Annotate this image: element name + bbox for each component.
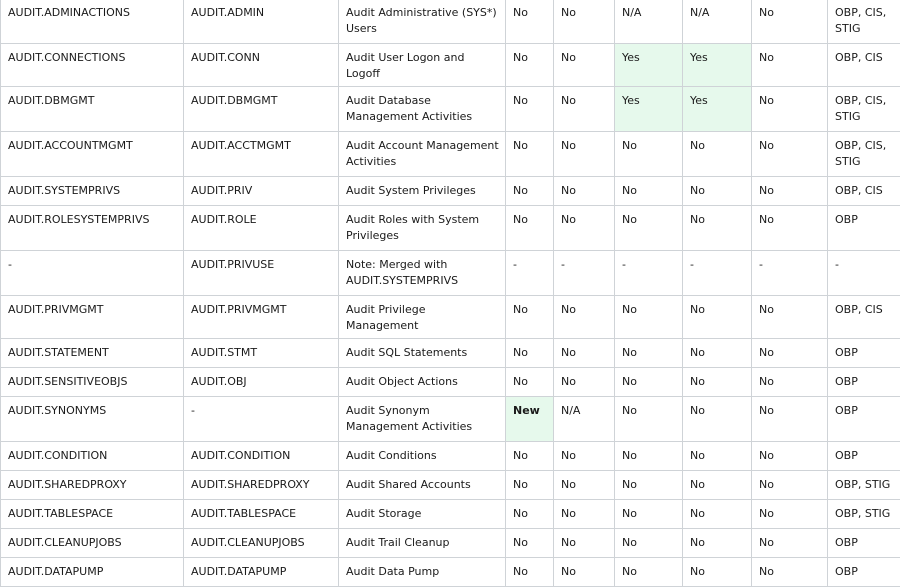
col6-cell: No	[615, 500, 683, 529]
new-policy-cell: AUDIT.SENSITIVEOBJS	[1, 368, 184, 397]
new-policy-cell: AUDIT.DBMGMT	[1, 87, 184, 132]
new-policy-cell: AUDIT.SHAREDPROXY	[1, 471, 184, 500]
col4-cell: No	[506, 339, 554, 368]
col8-cell: No	[752, 87, 828, 132]
description-cell: Note: Merged with AUDIT.SYSTEMPRIVS	[339, 251, 506, 296]
description-cell: Audit SQL Statements	[339, 339, 506, 368]
col6-cell: No	[615, 296, 683, 339]
old-policy-cell: AUDIT.CONN	[184, 44, 339, 87]
new-policy-cell: AUDIT.PRIVMGMT	[1, 296, 184, 339]
table-row	[1, 339, 900, 368]
standards-cell: OBP, STIG	[828, 471, 900, 500]
new-policy-cell: AUDIT.SYSTEMPRIVS	[1, 177, 184, 206]
standards-cell: OBP, CIS	[828, 44, 900, 87]
col4-cell: No	[506, 296, 554, 339]
col7-cell: No	[683, 339, 752, 368]
standards-cell: OBP, CIS	[828, 296, 900, 339]
col5-cell: No	[554, 368, 615, 397]
description-cell: Audit Data Pump	[339, 558, 506, 587]
col7-cell: No	[683, 368, 752, 397]
table-row	[1, 442, 900, 471]
new-policy-cell: AUDIT.TABLESPACE	[1, 500, 184, 529]
old-policy-cell: AUDIT.PRIVUSE	[184, 251, 339, 296]
new-policy-cell: AUDIT.DATAPUMP	[1, 558, 184, 587]
col4-cell: No	[506, 132, 554, 177]
col6-cell: No	[615, 339, 683, 368]
col8-cell: No	[752, 177, 828, 206]
col8-cell: No	[752, 471, 828, 500]
col7-cell: N/A	[683, 0, 752, 44]
col4-cell: No	[506, 558, 554, 587]
old-policy-cell: AUDIT.DBMGMT	[184, 87, 339, 132]
description-cell: Audit Database Management Activities	[339, 87, 506, 132]
col4-cell: No	[506, 529, 554, 558]
standards-cell: OBP, CIS	[828, 177, 900, 206]
standards-cell: -	[828, 251, 900, 296]
col6-cell: N/A	[615, 0, 683, 44]
col8-cell: No	[752, 558, 828, 587]
standards-cell: OBP, STIG	[828, 500, 900, 529]
col7-cell: Yes	[683, 87, 752, 132]
table-row	[1, 44, 900, 87]
col5-cell: No	[554, 132, 615, 177]
col8-cell: No	[752, 206, 828, 251]
col5-cell: No	[554, 471, 615, 500]
table-row	[1, 251, 900, 296]
new-policy-cell: AUDIT.STATEMENT	[1, 339, 184, 368]
col6-cell: -	[615, 251, 683, 296]
new-policy-cell: AUDIT.ADMINACTIONS	[1, 0, 184, 44]
old-policy-cell: AUDIT.DATAPUMP	[184, 558, 339, 587]
description-cell: Audit Roles with System Privileges	[339, 206, 506, 251]
new-policy-cell: AUDIT.CONNECTIONS	[1, 44, 184, 87]
col7-cell: No	[683, 296, 752, 339]
col6-cell: No	[615, 132, 683, 177]
description-cell: Audit Storage	[339, 500, 506, 529]
col5-cell: No	[554, 0, 615, 44]
old-policy-cell: AUDIT.ADMIN	[184, 0, 339, 44]
old-policy-cell: AUDIT.OBJ	[184, 368, 339, 397]
col8-cell: No	[752, 0, 828, 44]
standards-cell: OBP	[828, 558, 900, 587]
col7-cell: No	[683, 206, 752, 251]
col7-cell: No	[683, 500, 752, 529]
col6-cell: No	[615, 206, 683, 251]
col4-cell: No	[506, 500, 554, 529]
col7-cell: -	[683, 251, 752, 296]
standards-cell: OBP, CIS, STIG	[828, 87, 900, 132]
table-row	[1, 529, 900, 558]
description-cell: Audit Synonym Management Activities	[339, 397, 506, 442]
col6-cell: Yes	[615, 87, 683, 132]
col7-cell: No	[683, 558, 752, 587]
standards-cell: OBP, CIS, STIG	[828, 0, 900, 44]
col8-cell: No	[752, 339, 828, 368]
col6-cell: No	[615, 442, 683, 471]
col6-cell: Yes	[615, 44, 683, 87]
table-row	[1, 206, 900, 251]
col8-cell: No	[752, 132, 828, 177]
col8-cell: No	[752, 368, 828, 397]
old-policy-cell: AUDIT.SHAREDPROXY	[184, 471, 339, 500]
standards-cell: OBP	[828, 397, 900, 442]
description-cell: Audit User Logon and Logoff	[339, 44, 506, 87]
col4-cell: No	[506, 368, 554, 397]
col4-cell: No	[506, 442, 554, 471]
col8-cell: No	[752, 500, 828, 529]
col5-cell: No	[554, 339, 615, 368]
standards-cell: OBP, CIS, STIG	[828, 132, 900, 177]
table-row	[1, 87, 900, 132]
table-row	[1, 132, 900, 177]
col4-cell: No	[506, 177, 554, 206]
table-row	[1, 471, 900, 500]
description-cell: Audit Administrative (SYS*) Users	[339, 0, 506, 44]
table-row	[1, 177, 900, 206]
table-row	[1, 558, 900, 587]
new-policy-cell: AUDIT.CONDITION	[1, 442, 184, 471]
col5-cell: No	[554, 558, 615, 587]
standards-cell: OBP	[828, 529, 900, 558]
old-policy-cell: AUDIT.CONDITION	[184, 442, 339, 471]
col8-cell: No	[752, 529, 828, 558]
col5-cell: -	[554, 251, 615, 296]
col6-cell: No	[615, 177, 683, 206]
col8-cell: No	[752, 397, 828, 442]
table-row	[1, 0, 900, 44]
description-cell: Audit Account Management Activities	[339, 132, 506, 177]
standards-cell: OBP	[828, 339, 900, 368]
description-cell: Audit Privilege Management	[339, 296, 506, 339]
col7-cell: No	[683, 529, 752, 558]
col5-cell: No	[554, 206, 615, 251]
col6-cell: No	[615, 529, 683, 558]
table-row	[1, 296, 900, 339]
col5-cell: No	[554, 87, 615, 132]
col6-cell: No	[615, 471, 683, 500]
new-policy-cell: -	[1, 251, 184, 296]
col7-cell: No	[683, 471, 752, 500]
new-policy-cell: AUDIT.SYNONYMS	[1, 397, 184, 442]
col7-cell: No	[683, 177, 752, 206]
standards-cell: OBP	[828, 368, 900, 397]
table-row	[1, 368, 900, 397]
table-body	[1, 0, 900, 587]
col5-cell: No	[554, 177, 615, 206]
description-cell: Audit System Privileges	[339, 177, 506, 206]
old-policy-cell: AUDIT.PRIVMGMT	[184, 296, 339, 339]
col6-cell: No	[615, 397, 683, 442]
standards-cell: OBP	[828, 442, 900, 471]
table-row	[1, 397, 900, 442]
col5-cell: No	[554, 529, 615, 558]
old-policy-cell: AUDIT.PRIV	[184, 177, 339, 206]
new-policy-cell: AUDIT.ROLESYSTEMPRIVS	[1, 206, 184, 251]
col4-cell: No	[506, 206, 554, 251]
col4-cell: No	[506, 87, 554, 132]
col5-cell: No	[554, 500, 615, 529]
old-policy-cell: AUDIT.TABLESPACE	[184, 500, 339, 529]
col4-cell: New	[506, 397, 554, 442]
table-row	[1, 500, 900, 529]
old-policy-cell: AUDIT.ACCTMGMT	[184, 132, 339, 177]
col8-cell: No	[752, 442, 828, 471]
col7-cell: No	[683, 132, 752, 177]
col5-cell: N/A	[554, 397, 615, 442]
description-cell: Audit Shared Accounts	[339, 471, 506, 500]
col6-cell: No	[615, 368, 683, 397]
col7-cell: No	[683, 442, 752, 471]
description-cell: Audit Object Actions	[339, 368, 506, 397]
col5-cell: No	[554, 296, 615, 339]
col5-cell: No	[554, 442, 615, 471]
col8-cell: No	[752, 44, 828, 87]
description-cell: Audit Trail Cleanup	[339, 529, 506, 558]
col8-cell: No	[752, 296, 828, 339]
old-policy-cell: AUDIT.STMT	[184, 339, 339, 368]
col4-cell: No	[506, 471, 554, 500]
old-policy-cell: -	[184, 397, 339, 442]
col4-cell: No	[506, 0, 554, 44]
old-policy-cell: AUDIT.CLEANUPJOBS	[184, 529, 339, 558]
col7-cell: No	[683, 397, 752, 442]
col4-cell: No	[506, 44, 554, 87]
col5-cell: No	[554, 44, 615, 87]
col7-cell: Yes	[683, 44, 752, 87]
description-cell: Audit Conditions	[339, 442, 506, 471]
col8-cell: -	[752, 251, 828, 296]
col6-cell: No	[615, 558, 683, 587]
new-policy-cell: AUDIT.ACCOUNTMGMT	[1, 132, 184, 177]
standards-cell: OBP	[828, 206, 900, 251]
old-policy-cell: AUDIT.ROLE	[184, 206, 339, 251]
col4-cell: -	[506, 251, 554, 296]
new-policy-cell: AUDIT.CLEANUPJOBS	[1, 529, 184, 558]
